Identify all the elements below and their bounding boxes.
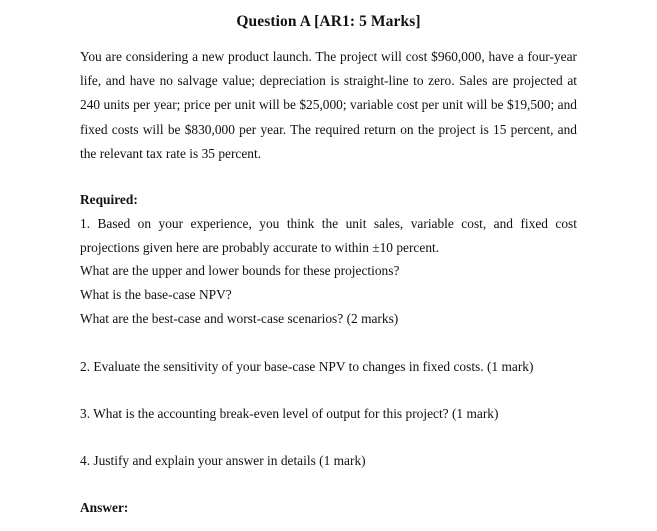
required-item-2: 2. Evaluate the sensitivity of your base-case NPV to changes in fixed costs. (1 mark) — [80, 359, 534, 374]
required-item-4: 4. Justify and explain your answer in details (1 mark) — [80, 453, 366, 468]
required-item-1: 1. Based on your experience, you think the unit sales, variable cost, and fixed cost projections given here are probably accurate to within ±10 percent. — [80, 216, 577, 256]
required-item-1-scenarios: What are the best-case and worst-case scenarios? (2 marks) — [80, 311, 399, 326]
required-item-3: 3. What is the accounting break-even level of output for this project? (1 mark) — [80, 406, 499, 421]
question-title: Question A [AR1: 5 Marks] — [236, 13, 421, 30]
required-item-1-bounds: What are the upper and lower bounds for these projections? — [80, 263, 400, 278]
required-item-1-base-npv: What is the base-case NPV? — [80, 287, 232, 302]
answer-heading: Answer: — [80, 500, 129, 515]
required-heading: Required: — [80, 192, 138, 207]
question-intro-paragraph: You are considering a new product launch. The project will cost $960,000, have a four-year life, and have no salvage value; depreciation is straight-line to zero. Sales are projected at 240 units per year; price per unit will be $25,000; variable cost per unit will be $19,500; and fixed costs will be $830,000 per year. The required return on the project is 15 percent, and the relevant tax rate is 35 percent. — [80, 49, 577, 161]
